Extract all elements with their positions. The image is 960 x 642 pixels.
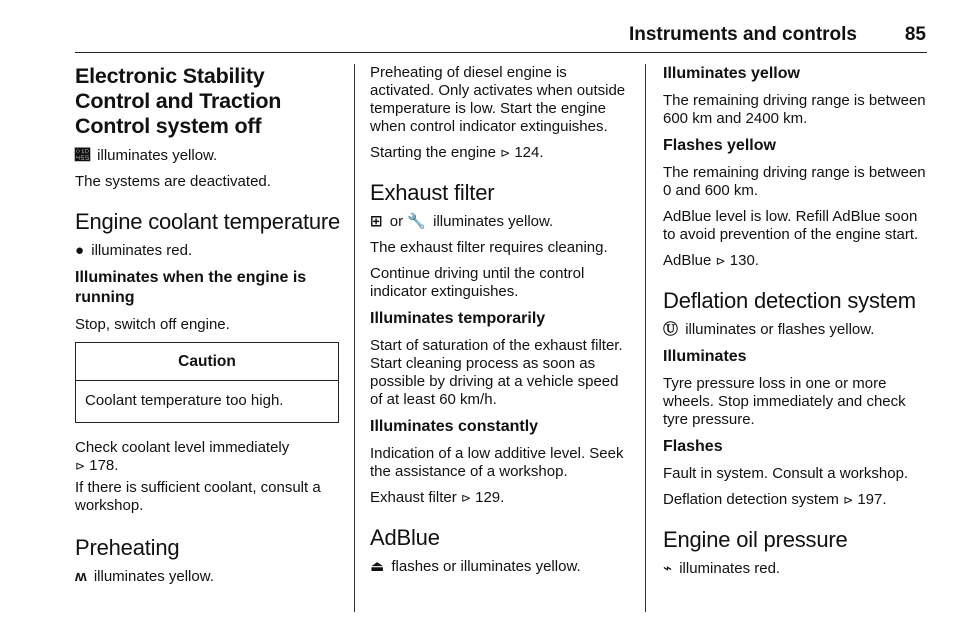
page-header [75,22,927,53]
exhaust-filter-heading: Exhaust filter [370,180,495,205]
column-1 [75,64,343,594]
column-divider [354,64,355,612]
section-title: Instruments and controls [628,24,857,45]
exhaust-text-1: The exhaust filter requires cleaning. [370,239,608,256]
preheating-description: Preheating of diesel engine is activated. Only activates when outside temperature is low. Start the engine when control indicator extinguishes. [370,64,626,135]
check-coolant-text: Check coolant level immediately ⊳ 178. [75,439,290,474]
exhaust-indicator-line: ⊞ or 🔧 illuminates yellow. [370,213,554,230]
coolant-subheading: Illuminates when the engine is running [75,269,307,306]
illuminates-yellow-subheading: Illuminates yellow [663,65,800,82]
starting-engine-ref: Starting the engine ⊳ 124. [370,144,544,161]
exhaust-filter-icon: ⊞ [370,213,383,230]
constantly-text: Indication of a low additive level. Seek the assistance of a workshop. [370,445,624,480]
adblue-indicator-line: ⏏ flashes or illuminates yellow. [370,558,581,575]
caution-box [75,342,339,423]
caution-body: Coolant temperature too high. [85,392,284,409]
page-reference-icon: ⊳ [715,254,726,268]
exhaust-filter-ref: Exhaust filter ⊳ 129. [370,489,505,506]
deflation-ref: Deflation detection system ⊳ 197. [663,491,887,508]
esc-heading: Electronic Stability Control and Traction Control system off [75,64,282,138]
esc-off-icon: 𝑕 [75,147,90,164]
oil-pressure-heading: Engine oil pressure [663,527,848,552]
workshop-text: If there is sufficient coolant, consult a workshop. [75,479,321,514]
page-reference-icon: ⊳ [460,491,471,505]
page-reference-icon: ⊳ [75,459,86,473]
temporarily-subheading: Illuminates temporarily [370,310,546,327]
deflation-heading: Deflation detection system [663,288,916,313]
oil-indicator-line: ⌁ illuminates red. [663,560,781,577]
column-3 [663,64,928,586]
constantly-subheading: Illuminates constantly [370,418,539,435]
exhaust-text-2: Continue driving until the control indicator extinguishes. [370,265,585,300]
preheating-coil-icon: ʍ [75,568,87,585]
page-number: 85 [904,24,926,45]
coolant-temperature-icon: ● [75,242,85,259]
column-divider [645,64,646,612]
adblue-low-text: AdBlue level is low. Refill AdBlue soon to avoid prevention of the engine start. [663,208,919,243]
tyre-pressure-icon: Ⓤ [663,321,679,338]
preheating-indicator-line: ʍ illuminates yellow. [75,568,214,585]
esc-description: The systems are deactivated. [75,173,271,190]
coolant-indicator-line: ● illuminates red. [75,242,193,259]
coolant-instruction: Stop, switch off engine. [75,316,230,333]
illuminates-text: Tyre pressure loss in one or more wheels. Stop immediately and check tyre pressure. [663,375,906,428]
illuminates-subheading: Illuminates [663,348,747,365]
temporarily-text: Start of saturation of the exhaust filter. Start cleaning process as soon as possible by driving at a vehicle speed of at least 60 km/h. [370,337,623,408]
wrench-icon: 🔧 [407,213,426,230]
adblue-ref: AdBlue ⊳ 130. [663,252,759,269]
deflation-indicator-line: Ⓤ illuminates or flashes yellow. [663,321,875,338]
adblue-heading: AdBlue [370,525,440,550]
flashes-text: Fault in system. Consult a workshop. [663,465,909,482]
caution-title: Caution [76,343,338,381]
column-2 [370,64,632,584]
esc-indicator-line: 𝑕 illuminates yellow. [75,147,218,164]
page-reference-icon: ⊳ [500,146,511,160]
illuminates-yellow-text: The remaining driving range is between 600 km and 2400 km. [663,92,926,127]
coolant-heading: Engine coolant temperature [75,209,341,234]
page-reference-icon: ⊳ [843,493,854,507]
oil-can-icon: ⌁ [663,560,673,577]
preheating-heading: Preheating [75,535,180,560]
flashes-yellow-subheading: Flashes yellow [663,137,776,154]
adblue-icon: ⏏ [370,558,385,575]
flashes-subheading: Flashes [663,438,723,455]
flashes-yellow-text: The remaining driving range is between 0 and 600 km. [663,164,926,199]
